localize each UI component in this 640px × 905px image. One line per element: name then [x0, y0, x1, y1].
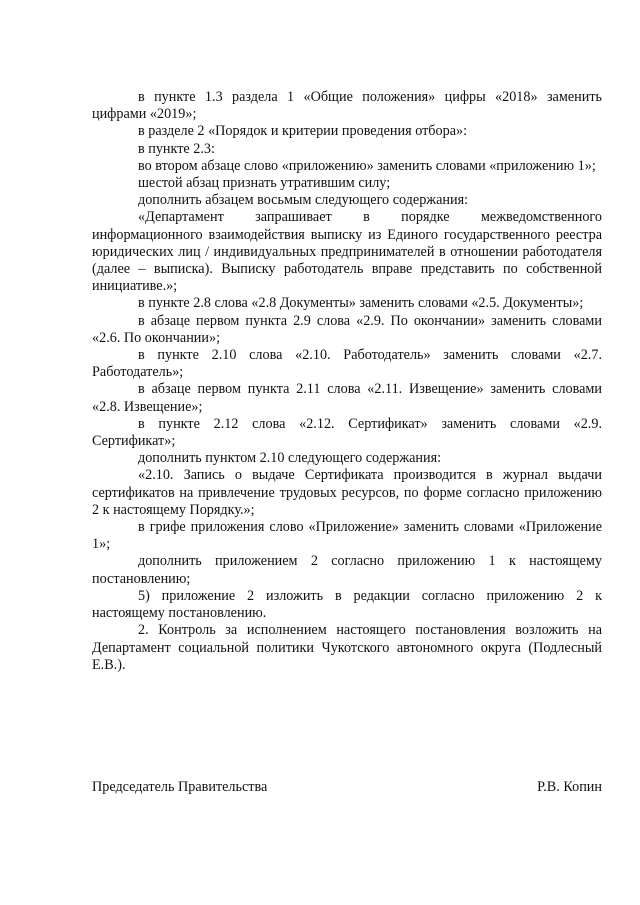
paragraph-18: 2. Контроль за исполнением настоящего постановления возложить на Департамент социальной политики Чукотского автономного округа (Подлесный Е.В.). [92, 622, 602, 673]
paragraph-7: «Департамент запрашивает в порядке межведомственного информационного взаимодействия выписку из Единого государственного реестра юридических лиц / индивидуальных предпринимателей в отношении работодателя (далее – выписка). Выписку работодатель вправе представить по собственной инициативе.»; [92, 209, 602, 295]
paragraph-5: шестой абзац признать утратившим силу; [138, 175, 391, 192]
paragraph-16: дополнить приложением 2 согласно приложению 1 к настоящему постановлению; [92, 553, 602, 587]
paragraph-4: во втором абзаце слово «приложению» заменить словами «приложению 1»; [138, 157, 596, 174]
signature-position: Председатель Правительства [92, 779, 268, 795]
signature-block [92, 779, 602, 796]
paragraph-8: в пункте 2.8 слова «2.8 Документы» заменить словами «2.5. Документы»; [138, 295, 584, 312]
paragraph-1: в пункте 1.3 раздела 1 «Общие положения» цифры «2018» заменить цифрами «2019»; [92, 89, 602, 123]
paragraph-13: дополнить пунктом 2.10 следующего содержания: [138, 450, 442, 467]
paragraph-14: «2.10. Запись о выдаче Сертификата производится в журнал выдачи сертификатов на привлечение трудовых ресурсов, по форме согласно приложению 2 к настоящему Порядку.»; [92, 467, 602, 518]
paragraph-9: в абзаце первом пункта 2.9 слова «2.9. По окончании» заменить словами «2.6. По окончании»; [92, 312, 602, 346]
paragraph-12: в пункте 2.12 слова «2.12. Сертификат» заменить словами «2.9. Сертификат»; [92, 415, 602, 450]
paragraph-2: в разделе 2 «Порядок и критерии проведения отбора»: [138, 123, 468, 140]
signature-name: Р.В. Копин [537, 779, 602, 795]
paragraph-3: в пункте 2.3: [138, 140, 215, 157]
paragraph-15: в грифе приложения слово «Приложение» заменить словами «Приложение 1»; [92, 519, 602, 553]
document-body [92, 89, 602, 674]
paragraph-17: 5) приложение 2 изложить в редакции согласно приложению 2 к настоящему постановлению. [92, 587, 602, 622]
paragraph-11: в абзаце первом пункта 2.11 слова «2.11. Извещение» заменить словами «2.8. Извещение»; [92, 381, 602, 415]
paragraph-10: в пункте 2.10 слова «2.10. Работодатель» заменить словами «2.7. Работодатель»; [92, 347, 602, 381]
paragraph-6: дополнить абзацем восьмым следующего содержания: [138, 192, 469, 209]
